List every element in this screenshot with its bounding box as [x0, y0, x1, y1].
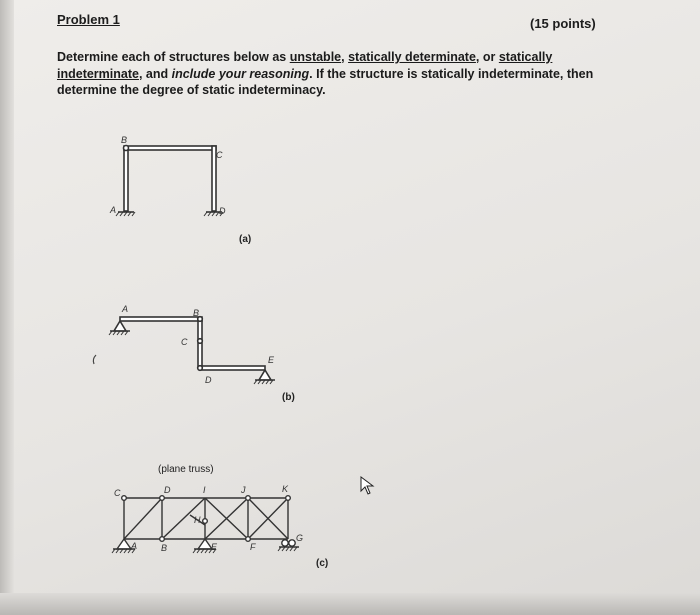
node-k	[286, 496, 291, 501]
label-b-d: D	[205, 375, 212, 385]
joint-d	[198, 366, 203, 371]
determinate-term: statically determinate	[348, 50, 476, 64]
label-c-g: G	[296, 533, 304, 543]
caption-a: (a)	[239, 234, 252, 245]
node-f	[246, 537, 251, 542]
label-a-a: A	[110, 205, 117, 215]
label-c-b: B	[161, 543, 168, 553]
joint-b	[124, 146, 129, 151]
label-b-a: A	[122, 304, 129, 314]
caption-plane-truss: (plane truss)	[158, 464, 214, 475]
caption-c: (c)	[316, 558, 329, 569]
roller-g-2	[289, 540, 295, 546]
label-c-j: J	[241, 485, 246, 495]
node-d	[160, 496, 165, 501]
node-c	[122, 496, 127, 501]
problem-points: (15 points)	[530, 16, 596, 31]
figure-c-truss	[112, 496, 299, 553]
support-a-pin	[114, 321, 126, 331]
label-b-c: C	[181, 337, 188, 347]
label-c-a: A	[131, 541, 138, 551]
unstable-term: unstable	[289, 50, 342, 64]
node-h	[203, 519, 208, 524]
support-e-truss	[198, 539, 212, 549]
label-c-k: K	[282, 484, 289, 494]
support-a-truss	[117, 539, 131, 549]
node-j	[246, 496, 251, 501]
instructions-text-7: , and	[138, 66, 172, 81]
label-c-e: E	[211, 542, 218, 552]
instructions-text-3: ,	[341, 50, 349, 64]
label-a-d: D	[219, 206, 226, 216]
instructions-text-1: Determine each of structures below as	[57, 50, 290, 64]
figure-b-frame	[109, 317, 275, 384]
hinge-c	[198, 339, 203, 344]
roller-g-1	[282, 540, 288, 546]
mouse-pointer-icon	[360, 476, 376, 496]
label-a-b: B	[121, 135, 128, 145]
node-b	[160, 537, 165, 542]
support-e-pin	[259, 370, 271, 380]
label-c-f: F	[250, 542, 256, 552]
pen-mark	[93, 355, 96, 364]
label-b-e: E	[268, 355, 275, 365]
instructions-text-5: , or	[475, 50, 499, 64]
problem-title: Problem 1	[57, 12, 120, 27]
label-c-c: C	[114, 488, 121, 498]
label-c-h: H	[194, 515, 201, 525]
figure-a-frame	[116, 146, 223, 217]
label-c-d: D	[164, 485, 171, 495]
caption-b: (b)	[282, 392, 295, 403]
instructions-text-9: . If the structure is statically indeterminate, then determine the degree of static indeterminacy.	[57, 66, 594, 97]
indeterminate-term: statically indeterminate	[57, 50, 553, 81]
reasoning-emphasis: include your reasoning	[171, 66, 310, 81]
label-c-i: I	[203, 485, 206, 495]
label-a-c: C	[216, 150, 223, 160]
label-b-b: B	[193, 308, 200, 318]
